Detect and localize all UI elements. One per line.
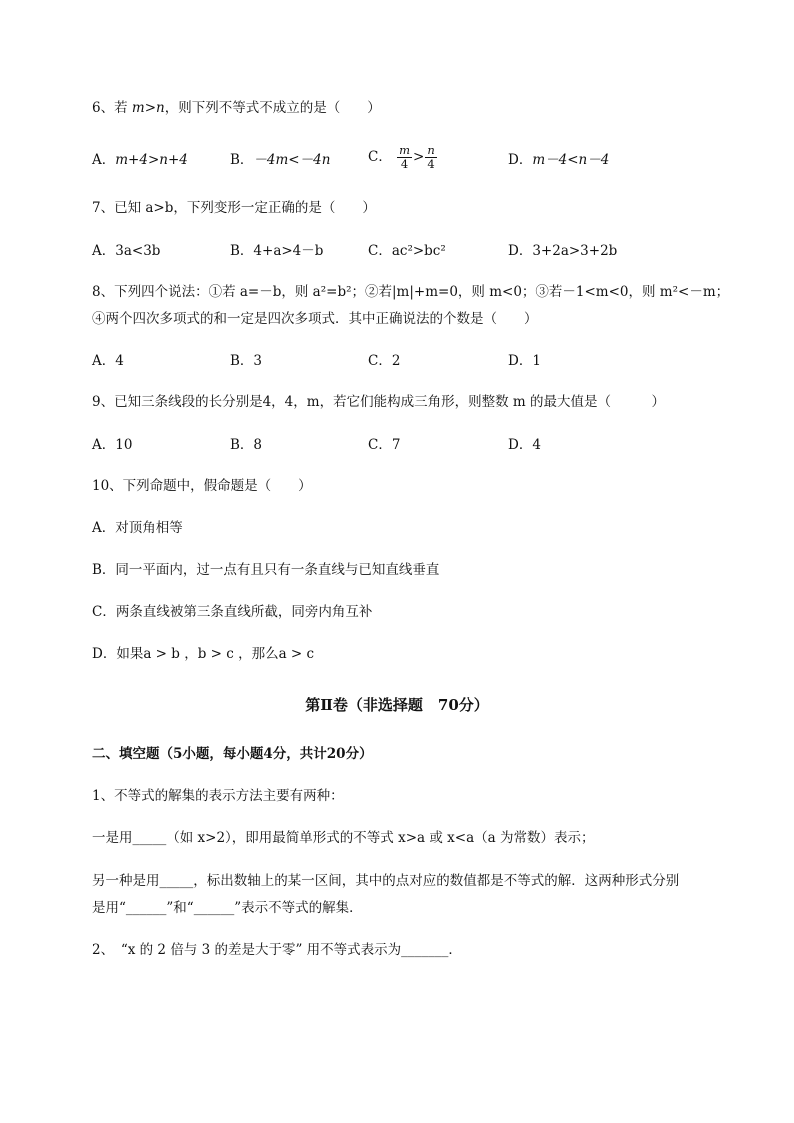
q6-var-n: n	[156, 100, 165, 116]
q6-option-b-text: －4m<－4n	[253, 152, 331, 168]
section-title: 第Ⅱ卷（非选择题 70分）	[305, 696, 489, 714]
fraction-numerator: n	[427, 143, 435, 157]
q6-option-c[interactable]	[368, 144, 438, 171]
q8-stem-line-1: 8、下列四个说法：①若 a=－b，则 a²=b²；②若|m|+m=0，则 m<0；③若－1<m<0，则 m²<－m；	[92, 284, 730, 300]
q8-option-d[interactable]: D．1	[508, 353, 541, 369]
q10-option-b[interactable]: B．同一平面内，过一点有且只有一条直线与已知直线垂直	[92, 562, 440, 578]
q9-option-b[interactable]: B．8	[230, 437, 263, 453]
q6-option-b-label: B．	[230, 152, 254, 168]
q7-option-c[interactable]: C．ac²>bc²	[368, 243, 446, 259]
q6-option-d-label: D．	[508, 152, 533, 168]
q7-option-a[interactable]: A．3a<3b	[92, 243, 161, 259]
q7-stem: 7、已知 a>b，下列变形一定正确的是（ ）	[92, 200, 376, 216]
q10-stem: 10、下列命题中，假命题是（ ）	[92, 478, 312, 494]
fill1-line-2: 另一种是用_____，标出数轴上的某一区间，其中的点对应的数值都是不等式的解．这两种形式分别	[92, 873, 680, 889]
q10-option-d[interactable]: D．如果a > b ，b > c ，那么a > c	[92, 646, 315, 662]
q6-option-d[interactable]	[508, 150, 609, 170]
q9-stem: 9、已知三条线段的长分别是4，4，m，若它们能构成三角形，则整数 m 的最大值是（ ）	[92, 394, 665, 410]
fill-section-heading: 二、填空题（5小题，每小题4分，共计20分）	[92, 746, 373, 762]
q6-option-a-label: A．	[92, 152, 116, 168]
q7-option-b[interactable]: B．4+a>4－b	[230, 243, 324, 259]
q6-gt: >	[144, 100, 157, 116]
q8-option-b[interactable]: B．3	[230, 353, 263, 369]
fill1-line-1: 一是用_____（如 x>2），即用最简单形式的不等式 x>a 或 x<a（a 为常数）表示；	[92, 830, 595, 846]
q6-stem-rest: ，则下列不等式不成立的是（ ）	[164, 100, 381, 116]
fraction-numerator: m	[399, 143, 411, 157]
q9-option-c[interactable]: C．7	[368, 437, 401, 453]
q6-option-a-text: m+4>n+4	[115, 152, 188, 168]
fraction-denominator: 4	[400, 157, 409, 171]
q6-option-c-label: C．	[368, 149, 392, 165]
q6-stem	[92, 98, 381, 118]
fill2-stem: 2、 “x 的 2 倍与 3 的差是大于零” 用不等式表示为_______．	[92, 942, 462, 958]
q6-option-d-text: m－4<n－4	[532, 152, 610, 168]
fill1-stem: 1、不等式的解集的表示方法主要有两种：	[92, 788, 344, 804]
q10-option-a[interactable]: A．对顶角相等	[92, 520, 183, 536]
q9-option-d[interactable]: D．4	[508, 437, 541, 453]
q10-option-c[interactable]: C．两条直线被第三条直线所截，同旁内角互补	[92, 604, 373, 620]
q6-c-gt: >	[413, 149, 425, 165]
q8-stem-line-2: ④两个四次多项式的和一定是四次多项式．其中正确说法的个数是（ ）	[92, 311, 538, 327]
fraction-denominator: 4	[427, 157, 435, 171]
q7-option-d[interactable]: D．3+2a>3+2b	[508, 243, 618, 259]
q6-stem-number: 6、若	[92, 100, 132, 116]
q6-fraction-m-over-4	[397, 144, 412, 171]
q6-option-b[interactable]	[230, 150, 330, 170]
q8-option-c[interactable]: C．2	[368, 353, 401, 369]
q6-fraction-n-over-4	[425, 144, 436, 171]
q6-option-a[interactable]	[92, 150, 188, 170]
fill1-line-3: 是用“______”和“______”表示不等式的解集．	[92, 900, 363, 916]
q6-var-m: m	[131, 100, 145, 116]
q8-option-a[interactable]: A．4	[92, 353, 124, 369]
q9-option-a[interactable]: A．10	[92, 437, 133, 453]
